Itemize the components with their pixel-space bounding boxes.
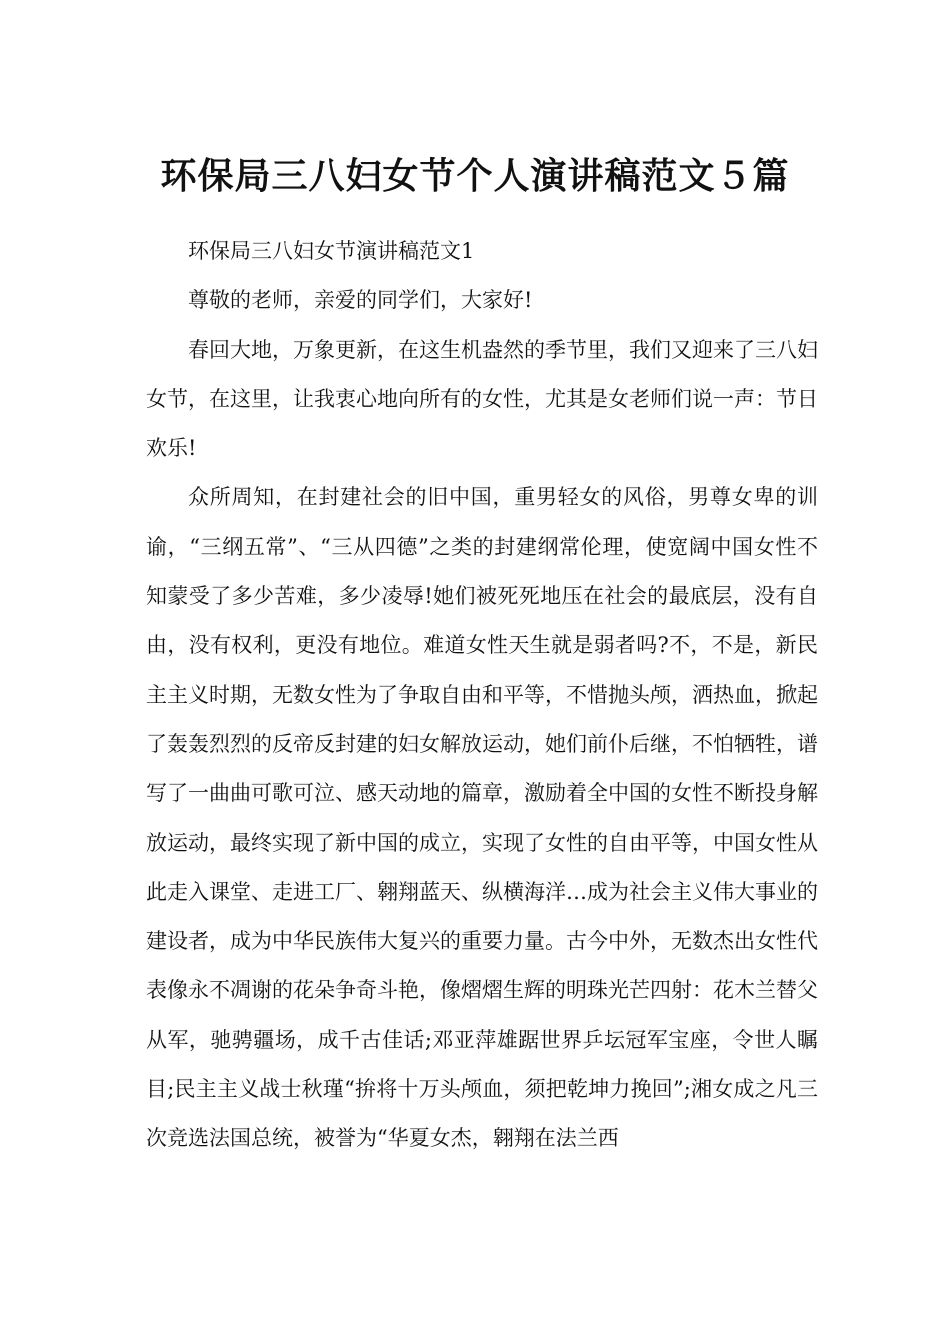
body-paragraph: 春回大地，万象更新，在这生机盎然的季节里，我们又迎来了三八妇女节，在这里，让我衷心地向所有的女性，尤其是女老师们说一声：节日欢乐! [146, 337, 818, 461]
greeting-paragraph: 尊敬的老师，亲爱的同学们，大家好! [188, 288, 533, 313]
body-paragraph: 众所周知，在封建社会的旧中国，重男轻女的风俗，男尊女卑的训谕，“三纲五常”、“三从四德”之类的封建纲常伦理，使宽阔中国女性不知蒙受了多少苦难，多少凌辱!她们被死死地压在社会的最底层，没有自由，没有权利，更没有地位。难道女性天生就是弱者吗?不，不是，新民主主义时期，无数女性为了争取自由和平等，不惜抛头颅，洒热血，掀起了轰轰烈烈的反帝反封建的妇女解放运动，她们前仆后继，不怕牺牲，谱写了一曲曲可歌可泣、感天动地的篇章，激励着全中国的女性不断投身解放运动，最终实现了新中国的成立，实现了女性的自由平等，中国女性从此走入课堂、走进工厂、翱翔蓝天、纵横海洋…成为社会主义伟大事业的建设者，成为中华民族伟大复兴的重要力量。古今中外，无数杰出女性代表像永不凋谢的花朵争奇斗艳，像熠熠生辉的明珠光芒四射：花木兰替父从军，驰骋疆场，成千古佳话;邓亚萍雄踞世界乒坛冠军宝座，令世人瞩目;民主主义战士秋瑾“拚将十万头颅血，须把乾坤力挽回”;湘女成之凡三次竞选法国总统，被誉为“华夏女杰，翱翔在法兰西 [146, 485, 818, 1151]
section-heading: 环保局三八妇女节演讲稿范文1 [188, 239, 475, 263]
document-body [146, 227, 818, 1164]
document-title: 环保局三八妇女节个人演讲稿范文５篇 [160, 156, 790, 198]
